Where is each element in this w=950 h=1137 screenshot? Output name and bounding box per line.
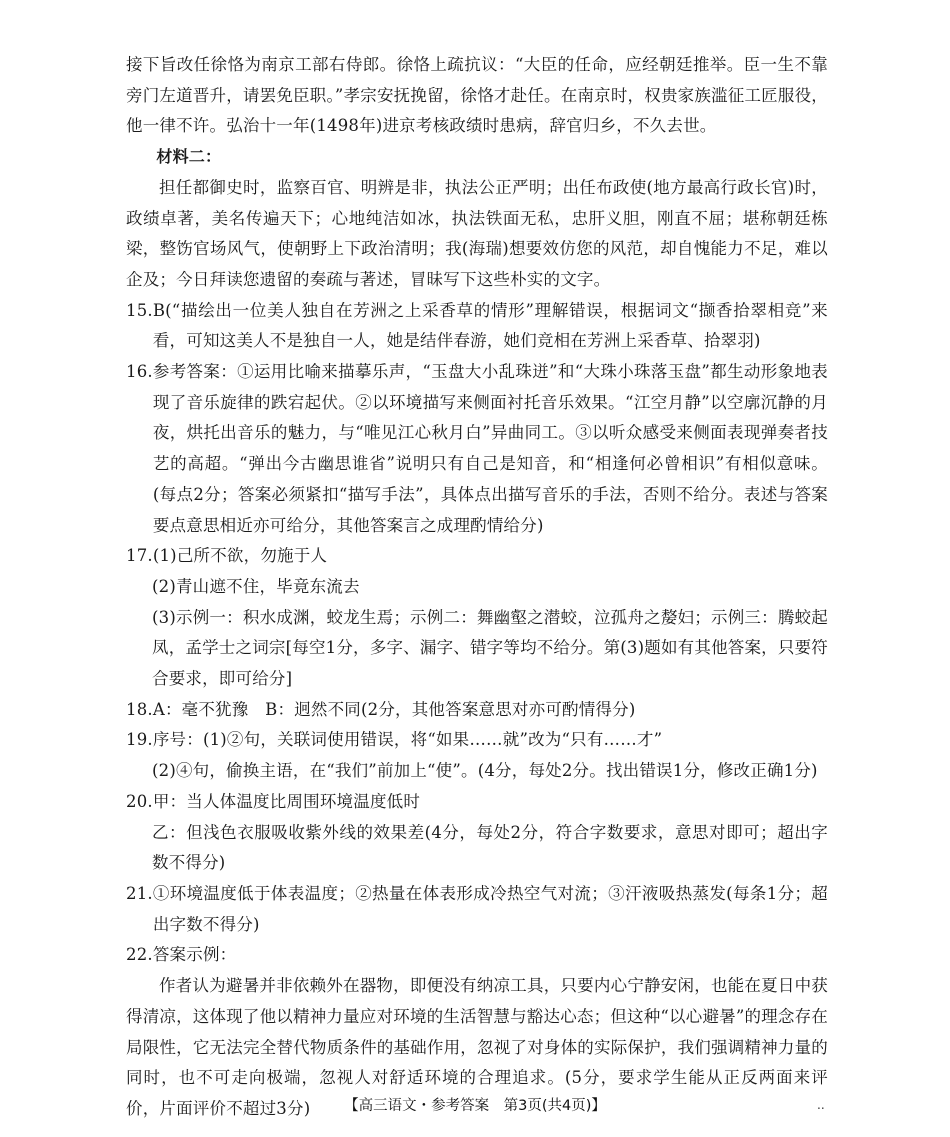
material-two-text: 担任都御史时，监察百官、明辨是非，执法公正严明；出任布政使(地方最高行政长官)时，政绩卓著，美名传遍天下；心地纯洁如冰，执法铁面无私，忠肝义胆，刚直不屈；堪称朝廷栋梁，整饬官场风气，使朝野上下政治清明；我(海瑞)想要效仿您的风范，却自愧能力不足，难以企及；今日拜读您遗留的奏疏与著述，冒昧写下这些朴实的文字。 [126,177,828,289]
question-number: 22. [126,945,153,965]
question-number: 18. [126,699,153,719]
question-15 [126,296,828,357]
answer-label: 答案示例： [152,945,237,965]
answer-subline: (2)④句，偷换主语，在“我们”前加上“使”。(4分，每处2分。找出错误1分，修改正确1分) [152,761,818,781]
answer-text: ①环境温度低于体表温度；②热量在体表形成冷热空气对流；③汗液吸热蒸发(每条1分；超出字数不得分) [152,883,828,934]
question-number: 17. [126,546,153,566]
answer-text: (1)己所不欲，勿施于人 [152,546,328,566]
answer-subline: 乙：但浅色衣服吸收紫外线的效果差(4分，每处2分，符合字数要求，意思对即可；超出字数不得分) [152,822,828,873]
question-18 [126,695,828,726]
answer-text: 甲：当人体温度比周围环境温度低时 [152,791,421,811]
answer-example-text: 作者认为避暑并非依赖外在器物，即便没有纳凉工具，只要内心宁静安闲，也能在夏日中获得清凉，这体现了他以精神力量应对环境的生活智慧与豁达心态；但这种“以心避暑”的理念存在局限性，它无法完全替代物质条件的基础作用，忽视了对身体的实际保护，我们强调精神力量的同时，也不可走向极端，忽视人对舒适环境的合理追求。(5分，要求学生能从正反两面来评价，片面评价不超过3分) [126,976,828,1118]
page-footer: 【高三语文・参考答案 第3页(共4页)】 [344,1098,606,1114]
answer-subline: (3)示例一：积水成渊，蛟龙生焉；示例二：舞幽壑之潜蛟，泣孤舟之嫠妇；示例三：腾蛟起凤，孟学士之词宗[每空1分，多字、漏字、错字等均不给分。第(3)题如有其他答案，只要符合要求，即可给分] [152,607,828,689]
question-number: 15. [126,300,153,320]
corner-mark: .. [817,1098,825,1112]
material-two-title: 材料二： [156,147,222,167]
question-19 [126,725,828,756]
answer-text: 参考答案：①运用比喻来描摹乐声，“玉盘大小乱珠迸”和“大珠小珠落玉盘”都生动形象地表现了音乐旋律的跌宕起伏。②以环境描写来侧面衬托音乐效果。“江空月静”以空廓沉静的月夜，烘托出音乐的魅力，与“唯见江心秋月白”异曲同工。③以听众感受来侧面表现弹奏者技艺的高超。“弹出今古幽思谁省”说明只有自己是知音，和“相逢何必曾相识”有相似意味。(每点2分；答案必须紧扣“描写手法”，具体点出描写音乐的手法，否则不给分。表述与答案要点意思相近亦可给分，其他答案言之成理酌情给分) [152,362,828,535]
answer-text: B(“描绘出一位美人独自在芳洲之上采香草的情形”理解错误，根据词文“撷香拾翠相竞”来看，可知这美人不是独自一人，她是结伴春游，她们竞相在芳洲上采香草、拾翠羽) [152,300,828,351]
question-number: 19. [126,730,153,750]
answer-content [126,50,828,1125]
question-22 [126,940,828,971]
question-number: 21. [126,883,153,903]
answer-text: 序号：(1)②句，关联词使用错误，将“如果……就”改为“只有……才” [152,730,663,750]
question-21 [126,879,828,940]
question-number: 16. [126,362,153,382]
answer-text: A：毫不犹豫 B：迥然不同(2分，其他答案意思对亦可酌情得分) [152,699,636,719]
question-number: 20. [126,791,153,811]
question-16 [126,357,828,541]
question-17 [126,541,828,572]
question-20 [126,787,828,818]
material-one-tail: 接下旨改任徐恪为南京工部右侍郎。徐恪上疏抗议：“大臣的任命，应经朝廷推举。臣一生不靠旁门左道晋升，请罢免臣职。”孝宗安抚挽留，徐恪才赴任。在南京时，权贵家族滥征工匠服役，他一律不许。弘治十一年(1498年)进京考核政绩时患病，辞官归乡，不久去世。 [126,55,828,136]
answer-subline: (2)青山遮不住，毕竟东流去 [152,576,360,596]
